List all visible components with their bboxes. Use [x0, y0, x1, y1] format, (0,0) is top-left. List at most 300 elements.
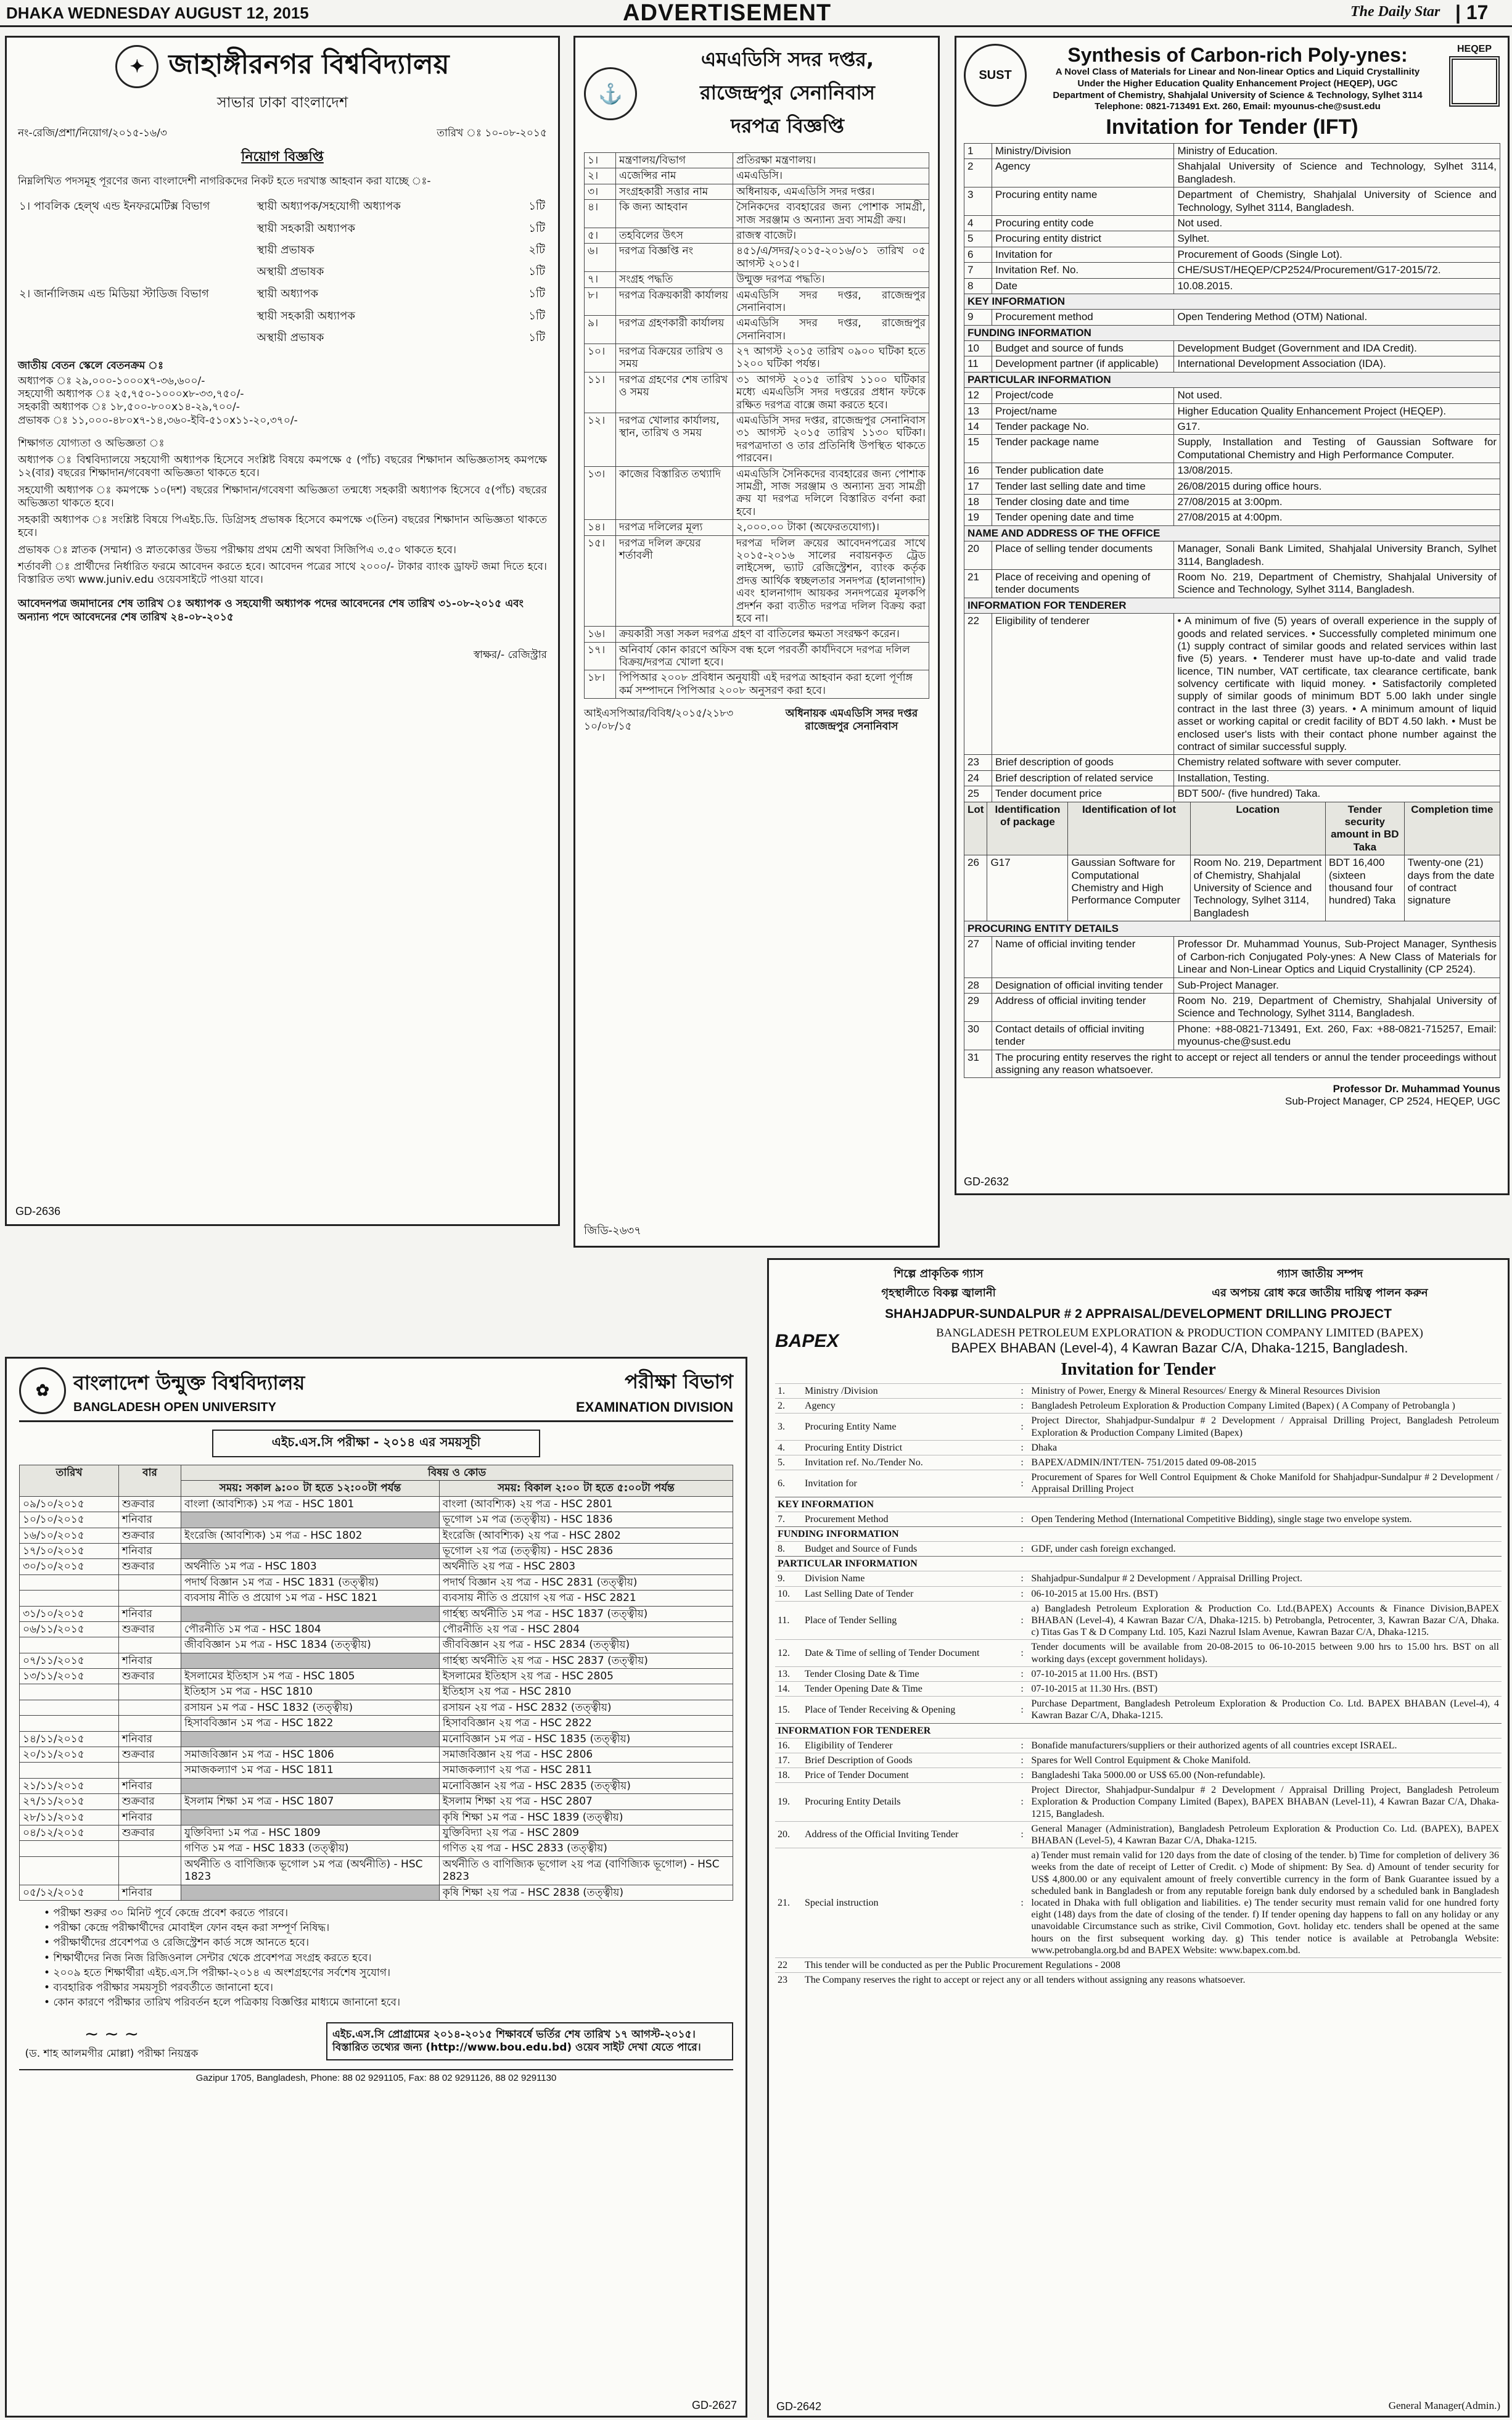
bou-row-date: ২৭/১১/২০১৫ [20, 1794, 119, 1809]
bapex-row-value: 07-10-2015 at 11.30 Hrs. (BST) [1029, 1681, 1502, 1696]
mes-row-number: ৭। [585, 272, 616, 287]
ju-position-count: ১টি [528, 309, 545, 323]
bou-row-day: শনিবার [119, 1731, 181, 1747]
sust-row-key: Contact details of official inviting tender [992, 1021, 1174, 1050]
bou-schedule-row [20, 1543, 733, 1558]
bapex-row-key: Procurement Method [802, 1512, 1020, 1526]
mes-table-row [585, 466, 929, 520]
bou-row-am: পৌরনীতি ১ম পত্র - HSC 1804 [181, 1621, 440, 1637]
bou-col-day: বার [119, 1465, 181, 1497]
bapex-table-row [775, 1586, 1502, 1601]
sust-row-value: Room No. 219, Department of Chemistry, Shahjalal University of Science and Technology, Sylhet 3114, Bangladesh. [1174, 994, 1500, 1022]
bapex-row-value: 07-10-2015 at 11.00 Hrs. (BST) [1029, 1666, 1502, 1681]
masthead-paper-name: The Daily Star [1350, 4, 1440, 20]
bapex-row-number: 14. [775, 1681, 802, 1696]
bapex-row-value: Bonafide manufacturers/suppliers or their authorized agents of all countries except ISRAEL. [1029, 1738, 1502, 1753]
bou-row-day: শুক্রবার [119, 1747, 181, 1763]
bou-row-pm: অর্থনীতি ২য় পত্র - HSC 2803 [439, 1559, 733, 1574]
sust-lot-table [964, 802, 1500, 922]
bapex-row-separator: : [1020, 1848, 1029, 1958]
mes-logo-icon: ⚓ [584, 67, 637, 120]
ju-pay-line: অধ্যাপক ঃ ২৯,০০০-১০০০x৭-৩৬,৬০০/- [18, 374, 205, 387]
sust-table-row [964, 541, 1500, 570]
sust-row-number: 24 [964, 770, 992, 786]
bapex-row-separator: : [1020, 1601, 1029, 1640]
bapex-logo: BAPEX [775, 1331, 839, 1351]
bou-row-am: রসায়ন ১ম পত্র - HSC 1832 (তত্ত্বীয়) [181, 1700, 440, 1715]
bou-row-date [20, 1716, 119, 1731]
bou-row-date [20, 1637, 119, 1653]
sust-row-key: Invitation Ref. No. [992, 263, 1174, 278]
bou-schedule-row [20, 1559, 733, 1574]
ju-position-count: ১টি [528, 287, 545, 300]
sust-row-key: Project/code [992, 388, 1174, 403]
bapex-row-separator: : [1020, 1384, 1029, 1399]
bapex-row-key: Address of the Official Inviting Tender [802, 1821, 1020, 1848]
sust-row-number: 11 [964, 356, 992, 372]
bou-schedule-row [20, 1809, 733, 1825]
bou-row-pm: ইসলাম শিক্ষা ২য় পত্র - HSC 2807 [439, 1794, 733, 1809]
sust-subtitle-line: A Novel Class of Materials for Linear and Non-linear Optics and Liquid Crystallinity [1055, 67, 1420, 77]
sust-row-value: Not used. [1174, 388, 1500, 403]
bapex-row-number: 17. [775, 1753, 802, 1768]
bou-row-date: ১০/১০/২০১৫ [20, 1512, 119, 1528]
bapex-row-key: Division Name [802, 1571, 1020, 1586]
bapex-table-row [775, 1542, 1502, 1557]
bapex-row-number: 11. [775, 1601, 802, 1640]
bapex-row-key: Tender Opening Date & Time [802, 1681, 1020, 1696]
sust-section-heading: PROCURING ENTITY DETAILS [964, 921, 1500, 937]
masthead-section: ADVERTISEMENT [623, 0, 832, 26]
sust-section-row [964, 598, 1500, 613]
ju-position-post: স্থায়ী সহকারী অধ্যাপক [257, 309, 355, 323]
mes-row-value: এমএডিসি সৈনিকদের ব্যবহারের জন্য পোশাক সামগ্রী, সাজ সরঞ্জাম ও অন্যান্য দ্রব্য সামগ্রী ক্রয় যা দরপত্র দলিলে বিস্তারিত বর্ণনা করা হবে। [733, 466, 929, 520]
sust-row-number: 4 [964, 215, 992, 231]
bou-schedule-row [20, 1716, 733, 1731]
mes-table-row [585, 627, 929, 642]
mes-row-number: ১৬। [585, 627, 616, 642]
sust-row-number: 3 [964, 187, 992, 216]
bou-row-day: শনিবার [119, 1885, 181, 1900]
bou-row-pm: মনোবিজ্ঞান ২য় পত্র - HSC 2835 (তত্ত্বীয়) [439, 1778, 733, 1793]
bou-row-am [181, 1653, 440, 1668]
bapex-row-separator: : [1020, 1738, 1029, 1753]
sust-section-heading: PARTICULAR INFORMATION [964, 372, 1500, 387]
ju-position-dept [19, 219, 255, 239]
bapex-row-separator: : [1020, 1455, 1029, 1470]
bapex-table-row [775, 1666, 1502, 1681]
bou-row-date: ১৬/১০/২০১৫ [20, 1528, 119, 1543]
bou-row-pm: কৃষি শিক্ষা ২য় পত্র - HSC 2838 (তত্ত্বীয়) [439, 1885, 733, 1900]
bapex-table-row [775, 1973, 1502, 1988]
bapex-table-row [775, 1455, 1502, 1470]
mes-row-key: ক্রয়কারী সত্তা সকল দরপত্র গ্রহণ বা বাতিলের ক্ষমতা সংরক্ষণ করেন। [616, 627, 929, 642]
bou-row-day [119, 1841, 181, 1856]
mes-row-number: ৬। [585, 244, 616, 272]
bou-row-pm: হিসাববিজ্ঞান ২য় পত্র - HSC 2822 [439, 1716, 733, 1731]
mes-row-number: ১৮। [585, 670, 616, 699]
bou-row-am: গণিত ১ম পত্র - HSC 1833 (তত্ত্বীয়) [181, 1841, 440, 1856]
bou-row-date: ০৭/১১/২০১৫ [20, 1653, 119, 1668]
bou-row-am: ইংরেজি (আবশ্যিক) ১ম পত্র - HSC 1802 [181, 1528, 440, 1543]
bapex-row-separator: : [1020, 1768, 1029, 1783]
sust-table-row [964, 479, 1500, 494]
bapex-row-separator: : [1020, 1586, 1029, 1601]
sust-row-number: 25 [964, 786, 992, 802]
ju-signer: স্বাক্ষর/- রেজিস্ট্রার [473, 648, 547, 661]
mes-gd-code: জিডি-২৬৩৭ [584, 1224, 641, 1237]
mes-row-number: ৫। [585, 228, 616, 243]
mes-title-line1: এমএডিসি সদর দপ্তর, [701, 47, 874, 71]
sust-row-value: • A minimum of five (5) years of overall experience in the supply of goods and related services. • Successfully completed minimum one (1) supply contract of similar goods and related services within last five (5) years. • Tenderer must have up-to-date and valid trade licence, TIN number, VAT certificate, tax clearance certificate, bank solvency certificate with liquid money. • Satisfactorily completed supply of similar goods of minimum BDT 5.00 lakh under single contract in the last three (3) years. • A minimum amount of liquid asset or working capital or credit facility of BDT 4.50 lakh. • Must be enclosed user's lists with their contact phone number against the contract of similar successful supply. [1174, 614, 1500, 755]
mes-row-number: ১৩। [585, 466, 616, 520]
bou-schedule-row [20, 1653, 733, 1668]
bapex-row-value: GDF, under cash foreign exchanged. [1029, 1542, 1502, 1557]
bou-schedule-row [20, 1731, 733, 1747]
sust-table-row [964, 144, 1500, 159]
bou-division-en: EXAMINATION DIVISION [575, 1399, 733, 1415]
sust-row-value: Department of Chemistry, Shahjalal University of Science and Technology, Sylhet 3114, Bangladesh. [1174, 187, 1500, 216]
mes-row-key: দরপত্র বিক্রয়কারী কার্যালয় [616, 287, 733, 316]
sust-table-row [964, 1050, 1500, 1078]
bapex-row-separator: : [1020, 1470, 1029, 1497]
bapex-row-separator: : [1020, 1512, 1029, 1526]
bou-row-date [20, 1591, 119, 1606]
bapex-signer: General Manager(Admin.) [1388, 2400, 1500, 2411]
sust-ift-heading: Invitation for Tender (IFT) [1106, 115, 1358, 139]
bapex-section-heading: PARTICULAR INFORMATION [775, 1557, 1502, 1571]
bou-schedule-title: এইচ.এস.সি পরীক্ষা - ২০১৪ এর সময়সূচী [212, 1430, 540, 1457]
bapex-row-number: 4. [775, 1440, 802, 1455]
bou-row-date: ০৯/১০/২০১৫ [20, 1496, 119, 1512]
bou-row-day: শনিবার [119, 1512, 181, 1528]
sust-table-row [964, 263, 1500, 278]
sust-row-key: Tender closing date and time [992, 494, 1174, 509]
sust-row-key: Tender last selling date and time [992, 479, 1174, 494]
sust-row-key: Eligibility of tenderer [992, 614, 1174, 755]
bapex-row-separator: : [1020, 1697, 1029, 1723]
sust-row-value: Sylhet. [1174, 231, 1500, 247]
sust-row-number: 15 [964, 435, 992, 463]
sust-row-key: Tender package name [992, 435, 1174, 463]
sust-table-row [964, 435, 1500, 463]
bou-row-day: শুক্রবার [119, 1825, 181, 1840]
sust-table-row [964, 231, 1500, 247]
sust-advertisement [955, 36, 1510, 1195]
bou-row-day: শনিবার [119, 1606, 181, 1621]
bou-row-date: ২৮/১১/২০১৫ [20, 1809, 119, 1825]
sust-row-value: Installation, Testing. [1174, 770, 1500, 786]
bapex-table-row [775, 1753, 1502, 1768]
mes-row-number: ১৭। [585, 642, 616, 670]
bou-row-date: ২০/১১/২০১৫ [20, 1747, 119, 1763]
sust-row-number: 21 [964, 569, 992, 598]
bou-row-day [119, 1716, 181, 1731]
sust-row-key: Place of selling tender documents [992, 541, 1174, 570]
bou-row-am: ইসলামের ইতিহাস ১ম পত্র - HSC 1805 [181, 1669, 440, 1684]
bapex-row-number: 5. [775, 1455, 802, 1470]
bou-row-day: শুক্রবার [119, 1794, 181, 1809]
bou-row-pm: সমাজবিজ্ঞান ২য় পত্র - HSC 2806 [439, 1747, 733, 1763]
sust-row-value: Shahjalal University of Science and Technology, Sylhet 3114, Bangladesh. [1174, 159, 1500, 187]
bou-row-day: শনিবার [119, 1778, 181, 1793]
mes-table-row [585, 228, 929, 243]
sust-signer-name: Professor Dr. Muhammad Younus [1333, 1083, 1500, 1095]
ju-position-row [19, 262, 546, 282]
masthead-page-number: | 17 [1455, 1, 1489, 23]
mes-table-row [585, 413, 929, 467]
ju-body-paragraph: অধ্যাপক ঃ বিশ্ববিদ্যালয়ে সহযোগী অধ্যাপক হিসেবে সংশ্লিষ্ট বিষয়ে কমপক্ষে ৫ (পাঁচ) বছরের শিক্ষাদান অভিজ্ঞতাসহ কমপক্ষে ১২(বার) বছরের শিক্ষাদান/গবেষণা অভিজ্ঞতা থাকতে হবে। [18, 454, 547, 480]
ju-position-row [19, 196, 546, 218]
sust-lot-header-cell: Location [1190, 802, 1326, 855]
bou-row-pm: ইসলামের ইতিহাস ২য় পত্র - HSC 2805 [439, 1669, 733, 1684]
bou-row-date [20, 1574, 119, 1590]
bou-row-pm: গার্হস্থ্য অর্থনীতি ১ম পত্র - HSC 1837 (তত্ত্বীয়) [439, 1606, 733, 1621]
bou-row-date: ০৬/১১/২০১৫ [20, 1621, 119, 1637]
sust-row-key: Development partner (if applicable) [992, 356, 1174, 372]
ju-pay-title: জাতীয় বেতন স্কেলে বেতনক্রম ঃ [18, 359, 164, 372]
bou-admission-box: এইচ.এস.সি প্রোগ্রামের ২০১৪-২০১৫ শিক্ষাবর্ষে ভর্তির শেষ তারিখ ১৭ আগস্ট-২০১৫। বিস্তারিত তথ্যের জন্য (http://www.bou.edu.bd) ওয়েব সাইট দেখা যেতে পারে। [326, 2022, 733, 2061]
bapex-row-separator: : [1020, 1640, 1029, 1666]
mes-row-value: রাজস্ব বাজেট। [733, 228, 929, 243]
sust-row-value: G17. [1174, 419, 1500, 435]
bou-division-bn: পরীক্ষা বিভাগ [625, 1370, 733, 1393]
bapex-address: BAPEX BHABAN (Level-4), 4 Kawran Bazar C/A, Dhaka-1215, Bangladesh. [951, 1340, 1408, 1356]
sust-section-heading: FUNDING INFORMATION [964, 325, 1500, 340]
sust-row-number: 1 [964, 144, 992, 159]
bou-row-am: সমাজবিজ্ঞান ১ম পত্র - HSC 1806 [181, 1747, 440, 1763]
sust-signer-title: Sub-Project Manager, CP 2524, HEQEP, UGC [1285, 1095, 1500, 1108]
mes-row-number: ৪। [585, 200, 616, 228]
bapex-slogan-left-1: শিল্পে প্রাকৃতিক গ্যাস [894, 1267, 984, 1280]
mes-table-row [585, 244, 929, 272]
sust-row-number: 9 [964, 310, 992, 325]
mes-row-value: অধিনায়ক, এমএডিসি সদর দপ্তর। [733, 184, 929, 199]
bou-schedule-row [20, 1885, 733, 1900]
mes-row-key: দরপত্র বিজ্ঞপ্তি নং [616, 244, 733, 272]
bou-note: • ২০০৯ হতে শিক্ষার্থীরা এইচ.এস.সি পরীক্ষা-২০১৪ এ অংশগ্রহণের সর্বশেষ সুযোগ। [44, 1966, 391, 1979]
bou-note: • ব্যবহারিক পরীক্ষার সময়সূচী পরবর্তীতে জানানো হবে। [44, 1982, 274, 1994]
bou-row-day [119, 1637, 181, 1653]
bapex-row-key: Eligibility of Tenderer [802, 1738, 1020, 1753]
sust-table-row [964, 247, 1500, 262]
bapex-advertisement [767, 1258, 1510, 2418]
bou-row-am: ব্যবসায় নীতি ও প্রয়োগ ১ম পত্র - HSC 1821 [181, 1591, 440, 1606]
bapex-tender-table [775, 1383, 1502, 1987]
sust-gd-code: GD-2632 [964, 1175, 1009, 1188]
sust-table-row [964, 1021, 1500, 1050]
bou-row-am [181, 1731, 440, 1747]
sust-table-row [964, 994, 1500, 1022]
sust-row-number: 29 [964, 994, 992, 1022]
ju-pay-line: সহযোগী অধ্যাপক ঃ ২৫,৭৫০-১০০০x৮-৩৩,৭৫০/- [18, 388, 244, 400]
masthead-date: DHAKA WEDNESDAY AUGUST 12, 2015 [6, 4, 309, 22]
bou-name-en: BANGLADESH OPEN UNIVERSITY [73, 1400, 276, 1414]
sust-section-heading: NAME AND ADDRESS OF THE OFFICE [964, 525, 1500, 541]
sust-table-row [964, 310, 1500, 325]
bapex-row-number: 12. [775, 1640, 802, 1666]
sust-row-key: Project/name [992, 403, 1174, 419]
sust-lot-header-cell: Completion time [1404, 802, 1500, 855]
sust-section-row [964, 372, 1500, 387]
mes-row-key: সংগ্রহ পদ্ধতি [616, 272, 733, 287]
mes-row-value: এমএডিসি সদর দপ্তর, রাজেন্দ্রপুর সেনানিবাস ৩১ আগস্ট ২০১৫ তারিখ ১১৩০ ঘটিকা। দরপত্রদাতা ও তার প্রতিনিধি উপস্থিত থাকতে পারবেন। [733, 413, 929, 467]
bou-row-pm: রসায়ন ২য় পত্র - HSC 2832 (তত্ত্বীয়) [439, 1700, 733, 1715]
sust-table-row [964, 614, 1500, 755]
sust-table-row [964, 278, 1500, 294]
mes-title-line3: দরপত্র বিজ্ঞপ্তি [731, 114, 844, 138]
heqep-emblem-icon [1449, 56, 1500, 107]
mes-row-key: সংগ্রহকারী সত্তার নাম [616, 184, 733, 199]
bou-row-pm: ব্যবসায় নীতি ও প্রয়োগ ২য় পত্র - HSC 2821 [439, 1591, 733, 1606]
ju-title: জাহাঙ্গীরনগর বিশ্ববিদ্যালয় [168, 49, 450, 80]
sust-section-heading: INFORMATION FOR TENDERER [964, 598, 1500, 613]
bapex-table-row [775, 1399, 1502, 1414]
mes-footer-signer: অধিনায়ক এমএডিসি সদর দপ্তর রাজেন্দ্রপুর সেনানিবাস [785, 707, 918, 733]
sust-table-row [964, 341, 1500, 356]
bapex-slogan-right-2: এর অপচয় রোধ করে জাতীয় দায়িত্ব পালন করুন [1212, 1286, 1428, 1299]
sust-lot-header-cell: Tender security amount in BD Taka [1326, 802, 1405, 855]
bapex-row-number: 2. [775, 1399, 802, 1414]
mes-row-key: তহবিলের উৎস [616, 228, 733, 243]
sust-table-row [964, 187, 1500, 216]
sust-row-value: Professor Dr. Muhammad Younus, Sub-Project Manager, Synthesis of Carbon-rich Conjugated Poly-ynes: A New Class of Materials for Linear and Non-Linear Optics and Liquid Crystallinity (CP 2524). [1174, 937, 1500, 977]
sust-row-key: Tender opening date and time [992, 510, 1174, 525]
sust-row-value: Sub-Project Manager. [1174, 977, 1500, 993]
bou-row-pm: সমাজকল্যাণ ২য় পত্র - HSC 2811 [439, 1763, 733, 1778]
bapex-table-row [775, 1571, 1502, 1586]
sust-table-row [964, 356, 1500, 372]
sust-row-key: Procuring entity district [992, 231, 1174, 247]
bou-schedule-row [20, 1856, 733, 1885]
mes-row-number: ১। [585, 153, 616, 168]
sust-title: Synthesis of Carbon-rich Poly-ynes: [1067, 44, 1408, 66]
sust-row-number: 5 [964, 231, 992, 247]
sust-lot-header-cell: Identification of lot [1068, 802, 1190, 855]
bou-row-date [20, 1763, 119, 1778]
ju-position-post: স্থায়ী অধ্যাপক [257, 287, 319, 300]
sust-logo-icon: SUST [964, 44, 1027, 107]
bapex-row-separator: : [1020, 1753, 1029, 1768]
bapex-row-key: Last Selling Date of Tender [802, 1586, 1020, 1601]
bapex-row-value: Open Tendering Method (International Competitive Bidding), single stage two envelope system. [1029, 1512, 1502, 1526]
bapex-row-number: 6. [775, 1470, 802, 1497]
sust-row-number: 30 [964, 1021, 992, 1050]
bapex-row-number: 3. [775, 1414, 802, 1440]
bapex-row-separator: : [1020, 1571, 1029, 1586]
sust-row-number: 16 [964, 463, 992, 479]
mes-row-number: ১৫। [585, 535, 616, 627]
bou-schedule-row [20, 1794, 733, 1809]
mes-row-key: অনিবার্য কোন কারণে অফিস বন্ধ হলে পরবর্তী কার্যদিবসে দরপত্র দলিল বিক্রয়/দরপত্র খোলা হবে। [616, 642, 929, 670]
sust-row-number: 17 [964, 479, 992, 494]
bou-row-day [119, 1856, 181, 1885]
sust-row-key: Budget and source of funds [992, 341, 1174, 356]
sust-lot-header [964, 802, 1500, 855]
bou-row-date [20, 1700, 119, 1715]
bou-row-day: শুক্রবার [119, 1496, 181, 1512]
bapex-slogan-right-1: গ্যাস জাতীয় সম্পদ [1276, 1267, 1363, 1280]
bou-row-pm: অর্থনীতি ও বাণিজ্যিক ভূগোল ২য় পত্র (বাণিজ্যিক ভূগোল) - HSC 2823 [439, 1856, 733, 1885]
sust-table-row [964, 937, 1500, 977]
bou-row-am: হিসাববিজ্ঞান ১ম পত্র - HSC 1822 [181, 1716, 440, 1731]
bapex-row-key: Agency [802, 1399, 1020, 1414]
mes-table-row [585, 168, 929, 184]
ju-reference: নং-রেজি/প্রশা/নিয়োগ/২০১৫-১৬/৩ [18, 127, 167, 139]
bapex-row-separator: : [1020, 1440, 1029, 1455]
bapex-row-value: Spares for Well Control Equipment & Choke Manifold. [1029, 1753, 1502, 1768]
bapex-table-row [775, 1697, 1502, 1723]
ju-notice-title: নিয়োগ বিজ্ঞপ্তি [241, 149, 324, 165]
sust-lot-cell: Gaussian Software for Computational Chemistry and High Performance Computer [1068, 855, 1190, 921]
bapex-row-separator: : [1020, 1666, 1029, 1681]
ju-position-post: অস্থায়ী প্রভাষক [257, 331, 324, 344]
mes-row-key: দরপত্র গ্রহণকারী কার্যালয় [616, 316, 733, 344]
mes-table-row [585, 670, 929, 699]
bapex-section-heading: KEY INFORMATION [775, 1497, 1502, 1512]
bou-note: • শিক্ষার্থীদের নিজ নিজ রিজিওনাল সেন্টার থেকে প্রবেশপত্র সংগ্রহ করতে হবে। [44, 1951, 372, 1964]
ju-body-paragraph: শর্তাবলী ঃ প্রার্থীদের নির্ধারিত ফরমে আবেদন করতে হবে। আবেদন পত্রের সাথে ২০০০/- টাকার ব্যাংক ড্রাফট জমা দিতে হবে। বিস্তারিত তথ্য www.juniv.edu ওয়েবসাইটে পাওয়া যাবে। [18, 560, 547, 586]
ju-position-post: স্থায়ী সহকারী অধ্যাপক [257, 221, 355, 235]
bou-row-date: ২১/১১/২০১৫ [20, 1778, 119, 1793]
sust-lot-cell: G17 [987, 855, 1068, 921]
bou-row-day [119, 1700, 181, 1715]
bou-address-bar: Gazipur 1705, Bangladesh, Phone: 88 02 9291105, Fax: 88 02 9291126, 88 02 9291130 [19, 2069, 733, 2083]
bapex-row-separator: : [1020, 1399, 1029, 1414]
sust-row-number: 12 [964, 388, 992, 403]
sust-table-row [964, 755, 1500, 770]
sust-row-number: 28 [964, 977, 992, 993]
bapex-row-key: Place of Tender Receiving & Opening [802, 1697, 1020, 1723]
bou-schedule-row [20, 1778, 733, 1793]
sust-row-value: Ministry of Education. [1174, 144, 1500, 159]
sust-row-key: Procuring entity name [992, 187, 1174, 216]
sust-row-number: 23 [964, 755, 992, 770]
bapex-row-number: 9. [775, 1571, 802, 1586]
bapex-row-value: Project Director, Shahjadpur-Sundalpur # 2 Development / Appraisal Drilling Project, Bangladesh Petroleum Exploration & Production Company Limited (Bapex) [1029, 1414, 1502, 1440]
bapex-row-key: This tender will be conducted as per the Public Procurement Regulations - 2008 [802, 1957, 1502, 1972]
mes-row-value: ৪৫১/এ/সদর/২০১৫-২০১৬/০১ তারিখ ০৫ আগস্ট ২০১৫। [733, 244, 929, 272]
bapex-section-heading: INFORMATION FOR TENDERER [775, 1723, 1502, 1738]
bapex-section-row [775, 1723, 1502, 1738]
bou-row-am [181, 1606, 440, 1621]
sust-row-key: Invitation for [992, 247, 1174, 262]
mes-row-number: ২। [585, 168, 616, 184]
mes-table-row [585, 372, 929, 413]
bapex-row-number: 23 [775, 1973, 802, 1988]
bapex-project: SHAHJADPUR-SUNDALPUR # 2 APPRAISAL/DEVELOPMENT DRILLING PROJECT [885, 1307, 1392, 1321]
mes-row-value: এমএডিসি সদর দপ্তর, রাজেন্দ্রপুর সেনানিবাস। [733, 287, 929, 316]
bapex-gd-code: GD-2642 [776, 2400, 822, 2413]
sust-row-value: International Development Association (IDA). [1174, 356, 1500, 372]
bou-signer: (ড. শাহ আলমগীর মোল্লা) পরীক্ষা নিয়ন্ত্রক [25, 2047, 199, 2060]
mes-row-key: দরপত্র খোলার কার্যালয়, স্থান, তারিখ ও সময় [616, 413, 733, 467]
bapex-row-key: Budget and Source of Funds [802, 1542, 1020, 1557]
bapex-row-value: General Manager (Administration), Bangladesh Petroleum Exploration & Production Co. Ltd. (BAPEX), BAPEX BHABAN (Level-5), 4 Kawran Bazar C/A, Dhaka-1215. [1029, 1821, 1502, 1848]
bapex-row-value: Tender documents will be available from 20-08-2015 to 06-10-2015 between 9.00 hrs to 15.00 hrs. BST on all working days (except government holidays). [1029, 1640, 1502, 1666]
bou-row-date: ১৪/১১/২০১৫ [20, 1731, 119, 1747]
ju-position-dept [19, 328, 255, 348]
mes-row-number: ৩। [585, 184, 616, 199]
sust-table-row [964, 770, 1500, 786]
bou-schedule-row [20, 1637, 733, 1653]
sust-row-number: 18 [964, 494, 992, 509]
ju-position-dept [19, 241, 255, 261]
mes-table-row [585, 535, 929, 627]
bapex-row-number: 18. [775, 1768, 802, 1783]
ju-position-post: স্থায়ী অধ্যাপক/সহযোগী অধ্যাপক [257, 199, 401, 213]
ju-body-paragraph: শিক্ষাগত যোগ্যতা ও অভিজ্ঞতা ঃ [18, 437, 165, 450]
